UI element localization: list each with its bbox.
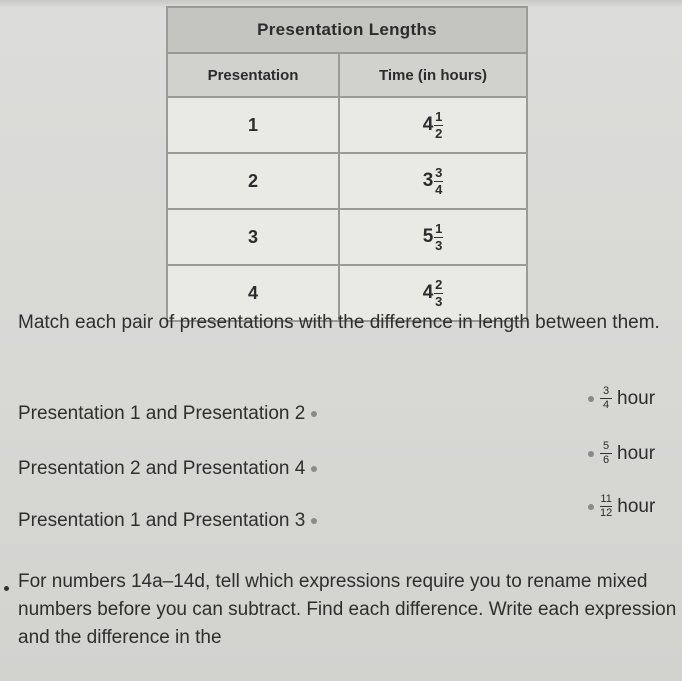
pair-label: Presentation 1 and Presentation 3	[18, 510, 306, 531]
presentation-number: 1	[167, 97, 339, 153]
denominator: 12	[600, 507, 613, 519]
numerator: 5	[602, 440, 610, 452]
denominator: 3	[435, 293, 443, 309]
mixed-number	[423, 110, 444, 141]
fraction	[600, 441, 612, 466]
match-dot-icon[interactable]	[311, 411, 317, 417]
match-answer-item[interactable]	[588, 386, 655, 411]
numerator: 1	[435, 220, 443, 236]
numerator: 3	[435, 164, 443, 180]
denominator: 2	[435, 125, 443, 141]
denominator: 4	[435, 181, 443, 197]
denominator: 6	[602, 454, 610, 466]
match-dot-icon[interactable]	[311, 518, 317, 524]
fraction	[434, 222, 443, 253]
next-question-text: For numbers 14a–14d, tell which expressions require you to rename mixed numbers before you can subtract. Find each difference. Write each expression and the difference in the	[18, 571, 677, 648]
numerator: 3	[602, 385, 610, 397]
whole-part: 4	[422, 282, 434, 303]
pair-label: Presentation 1 and Presentation 2	[18, 403, 306, 424]
answer-unit: hour	[617, 387, 656, 409]
match-pair-item[interactable]	[18, 509, 317, 533]
presentation-time	[339, 209, 527, 265]
match-pair-item[interactable]	[18, 457, 317, 481]
column-header-presentation: Presentation	[167, 53, 339, 97]
mixed-number	[423, 222, 444, 253]
presentation-time	[339, 153, 527, 209]
numerator: 2	[435, 276, 443, 292]
match-instruction: Match each pair of presentations with the difference in length between them.	[18, 312, 660, 333]
presentation-number: 3	[167, 209, 339, 265]
presentation-number: 4	[167, 265, 339, 321]
table-row	[167, 153, 527, 209]
denominator: 3	[435, 237, 443, 253]
match-dot-icon[interactable]	[588, 396, 594, 402]
presentation-number: 2	[167, 153, 339, 209]
fraction	[600, 494, 612, 519]
table-row	[167, 97, 527, 153]
column-header-time: Time (in hours)	[339, 53, 527, 97]
answer-unit: hour	[617, 442, 656, 464]
match-answer-item[interactable]	[588, 494, 655, 519]
mixed-number	[423, 166, 444, 197]
table-row	[167, 209, 527, 265]
fraction	[600, 386, 612, 411]
whole-part: 3	[422, 170, 434, 191]
match-dot-icon[interactable]	[588, 504, 594, 510]
fraction	[434, 166, 443, 197]
numerator: 11	[600, 493, 612, 505]
fraction	[434, 110, 443, 141]
mixed-number	[423, 278, 444, 309]
whole-part: 4	[422, 114, 434, 135]
match-dot-icon[interactable]	[588, 451, 594, 457]
bullet-icon	[4, 586, 9, 591]
answer-unit: hour	[617, 495, 656, 517]
numerator: 1	[435, 108, 443, 124]
denominator: 4	[602, 399, 610, 411]
match-answer-item[interactable]	[588, 441, 655, 466]
table-title: Presentation Lengths	[167, 7, 527, 53]
fraction	[434, 278, 443, 309]
match-dot-icon[interactable]	[311, 466, 317, 472]
whole-part: 5	[422, 226, 434, 247]
presentation-lengths-table	[166, 6, 528, 322]
pair-label: Presentation 2 and Presentation 4	[18, 458, 306, 479]
match-pair-item[interactable]	[18, 402, 317, 426]
presentation-time	[339, 97, 527, 153]
